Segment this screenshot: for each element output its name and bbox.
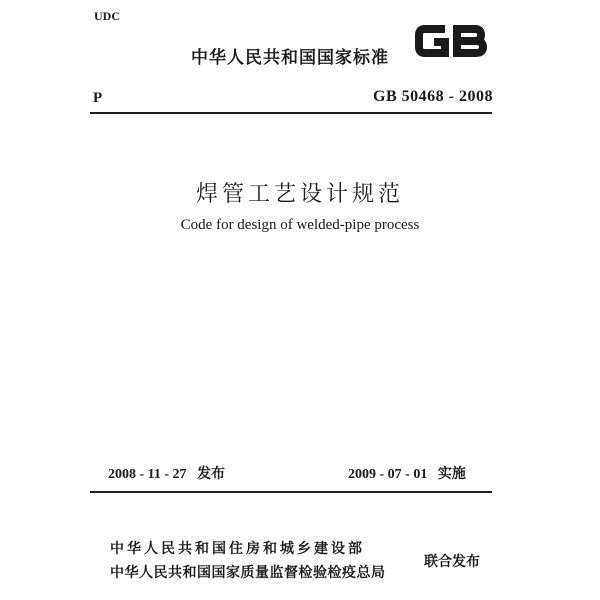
joint-issue-label: 联合发布: [424, 554, 480, 570]
implement-label: 实施: [437, 466, 466, 482]
national-standard-heading: 中华人民共和国国家标准: [191, 48, 389, 68]
implement-date-line: [348, 463, 466, 483]
issue-label: 发布: [197, 466, 226, 482]
publisher-2: 中华人民共和国国家质量监督检验检疫总局: [110, 565, 386, 581]
gb-logo-icon: [413, 21, 489, 61]
implement-date: 2009 - 07 - 01: [348, 467, 428, 482]
classification-code: P: [93, 90, 103, 106]
top-divider: [90, 112, 492, 114]
publisher-1: 中华人民共和国住房和城乡建设部: [110, 541, 365, 557]
udc-label: UDC: [94, 9, 120, 23]
title-english: Code for design of welded-pipe process: [180, 217, 420, 233]
issue-date-line: [108, 463, 225, 483]
standard-number: GB 50468 - 2008: [373, 88, 493, 105]
bottom-divider: [90, 491, 492, 493]
title-chinese: 焊管工艺设计规范: [195, 182, 404, 207]
issue-date: 2008 - 11 - 27: [108, 467, 187, 482]
